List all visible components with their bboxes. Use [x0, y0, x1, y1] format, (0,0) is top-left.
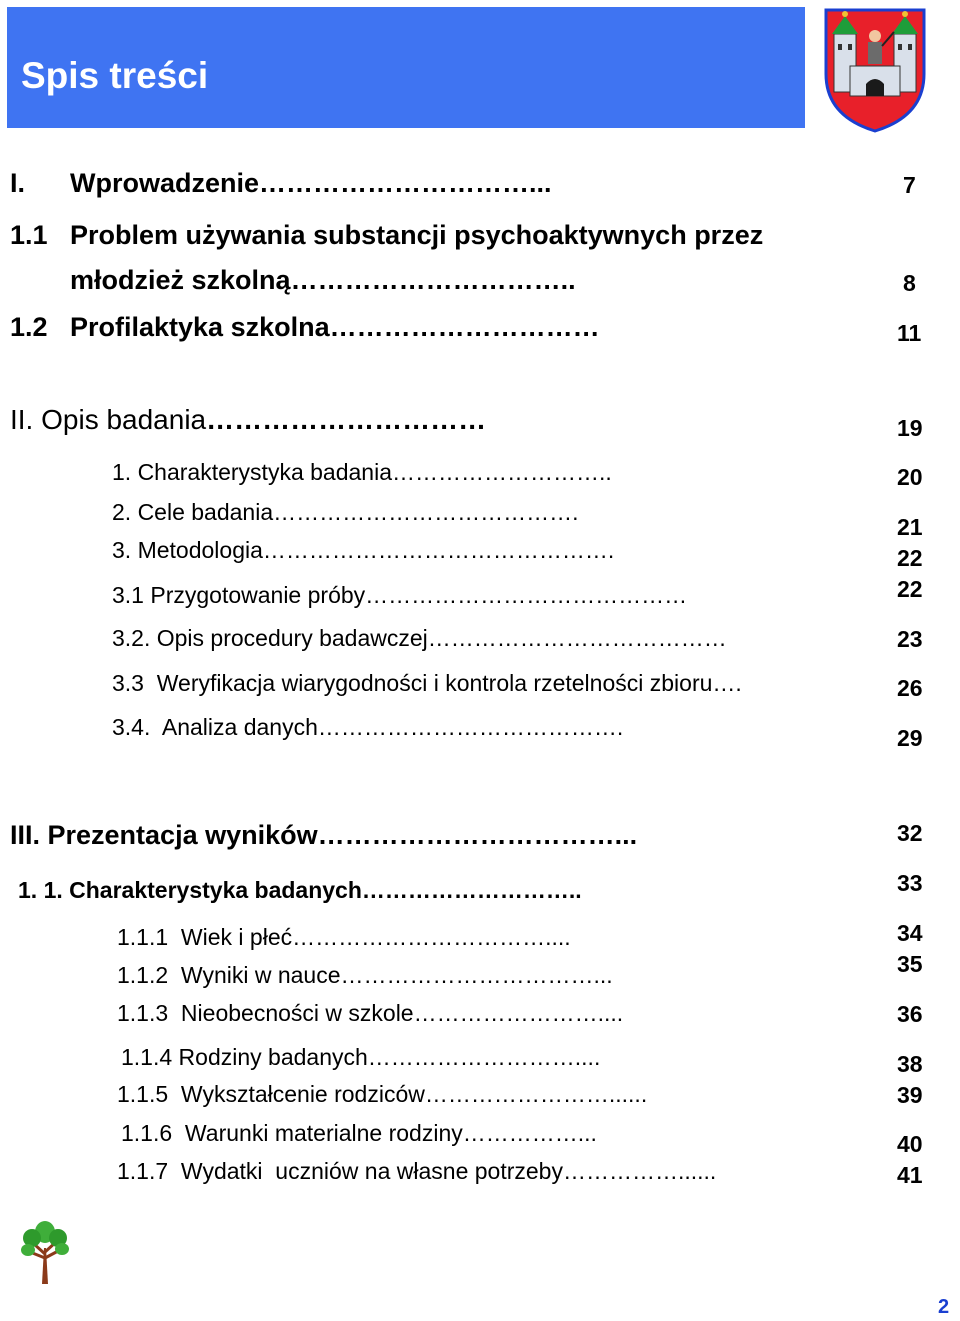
- toc-subentry-text: 3.4. Analiza danych: [112, 714, 318, 740]
- toc-entry-3-1-dots: ………………………..: [361, 877, 582, 903]
- toc-subentry-page: 40: [897, 1131, 923, 1157]
- toc-entry-2-dots: …………………………: [206, 404, 487, 435]
- toc-subentry-text: 3. Metodologia: [112, 537, 263, 563]
- toc-entry-1-1-page: 8: [903, 270, 916, 296]
- toc-subentry-text: 1.1.2 Wyniki w nauce: [117, 962, 341, 988]
- toc-subentry-page: 36: [897, 1001, 923, 1027]
- toc-entry-1-dots: …………………………...: [259, 168, 552, 198]
- toc-entry-3-dots: ……………………………...: [317, 820, 638, 850]
- toc-entry-2-text: II. Opis badania: [10, 404, 207, 435]
- toc-entry-3-page: 32: [897, 820, 923, 846]
- toc-subentry-page: 21: [897, 514, 923, 540]
- toc-subentry-page: 22: [897, 545, 923, 571]
- toc-subentry-page: 29: [897, 725, 923, 751]
- toc-subentry-text: 1.1.6 Warunki materialne rodziny: [121, 1120, 463, 1146]
- toc-subentry: [117, 1002, 623, 1025]
- toc-entry-1-page: 7: [903, 172, 916, 198]
- toc-subentry-page: 38: [897, 1051, 923, 1077]
- toc-subentry: [121, 1122, 597, 1145]
- toc-subentry-text: 2. Cele badania: [112, 499, 274, 525]
- toc-entry-1-1-number: 1.1: [10, 220, 48, 250]
- city-coat-of-arms-icon: [820, 4, 930, 134]
- toc-subentry: [112, 461, 612, 484]
- toc-entry-1: [70, 170, 552, 197]
- tree-logo-icon: [20, 1218, 70, 1284]
- toc-subentry-dots: ………………………………….: [317, 714, 624, 740]
- toc-subentry-text: 1.1.1 Wiek i płeć: [117, 924, 293, 950]
- toc-entry-3-1-page: 33: [897, 870, 923, 896]
- toc-subentry-dots: ………………………………….: [273, 499, 579, 525]
- toc-entry-1-2: [70, 314, 600, 341]
- toc-entry-1-2-dots: …………………………: [329, 312, 600, 342]
- toc-subentry-text: 3.1 Przygotowanie próby: [112, 582, 366, 608]
- toc-subentry-dots: ……………………………………….: [262, 537, 615, 563]
- toc-subentry-text: 1. Charakterystyka badania: [112, 459, 392, 485]
- toc-subentry-dots: ………………………....: [367, 1044, 601, 1070]
- page-number: 2: [938, 1296, 950, 1318]
- toc-subentry-page: 20: [897, 464, 923, 490]
- toc-subentry: [112, 501, 579, 524]
- toc-subentry-dots: ……………………………....: [292, 924, 571, 950]
- toc-subentry-text: 3.3 Weryfikacja wiarygodności i kontrola rzetelności zbioru: [112, 670, 713, 696]
- toc-entry-3-1: [18, 879, 582, 902]
- toc-subentry-page: 35: [897, 951, 923, 977]
- toc-subentry-dots: ………………………..: [392, 459, 612, 485]
- toc-subentry-text: 1.1.3 Nieobecności w szkole: [117, 1000, 414, 1026]
- toc-subentry: [117, 1160, 716, 1183]
- toc-subentry-dots: ……………………....: [413, 1000, 624, 1026]
- toc-entry-1-2-number: 1.2: [10, 312, 48, 342]
- toc-subentry-text: 1.1.7 Wydatki uczniów na własne potrzeby: [117, 1158, 563, 1184]
- toc-entry-2: [10, 406, 486, 434]
- toc-entry-1-1-dots: …………………………..: [290, 265, 576, 295]
- toc-subentry: [117, 964, 613, 987]
- toc-entry-3: [10, 822, 637, 849]
- toc-subentry-text: 1.1.5 Wykształcenie rodziców: [117, 1081, 425, 1107]
- toc-subentry: [117, 926, 571, 949]
- toc-subentry-page: 39: [897, 1082, 923, 1108]
- toc-subentry: [112, 584, 687, 607]
- toc-subentry: [112, 672, 742, 695]
- toc-subentry-dots: ……………………………...: [340, 962, 613, 988]
- toc-subentry: [121, 1046, 600, 1069]
- toc-entry-1-2-page: 11: [897, 320, 922, 346]
- toc-subentry-dots: ….: [712, 670, 742, 696]
- toc-subentry-text: 3.2. Opis procedury badawczej: [112, 625, 428, 651]
- toc-subentry-page: 23: [897, 626, 923, 652]
- toc-entry-3-1-text: 1. 1. Charakterystyka badanych: [18, 877, 362, 903]
- toc-subentry-dots: ……………......: [562, 1158, 717, 1184]
- toc-entry-1-2-text: Profilaktyka szkolna: [70, 312, 330, 342]
- toc-entry-1-text: Wprowadzenie: [70, 168, 260, 198]
- toc-subentry-dots: ……………………......: [424, 1081, 648, 1107]
- toc-entry-3-text: III. Prezentacja wyników: [10, 820, 318, 850]
- toc-entry-1-number: I.: [10, 168, 26, 198]
- toc-subentry: [112, 539, 614, 562]
- toc-subentry: [112, 716, 623, 739]
- toc-subentry-page: 22: [897, 576, 923, 602]
- toc-subentry-text: 1.1.4 Rodziny badanych: [121, 1044, 368, 1070]
- toc-subentry-page: 41: [897, 1162, 923, 1188]
- header-banner: [7, 7, 805, 128]
- toc-entry-1-1-line2: [70, 267, 576, 294]
- toc-subentry: [117, 1083, 647, 1106]
- toc-subentry-page: 34: [897, 920, 923, 946]
- page-title: Spis treści: [21, 55, 209, 96]
- toc-subentry-page: 26: [897, 675, 923, 701]
- toc-entry-1-1-line1: Problem używania substancji psychoaktywnych przez: [70, 220, 764, 250]
- toc-entry-2-page: 19: [897, 415, 923, 441]
- toc-subentry-dots: ……………………………………: [365, 582, 688, 608]
- toc-subentry: [112, 627, 727, 650]
- toc-subentry-dots: ……………...: [462, 1120, 597, 1146]
- toc-entry-1-1-text: młodzież szkolną: [70, 265, 291, 295]
- toc-subentry-dots: …………………………………: [427, 625, 727, 651]
